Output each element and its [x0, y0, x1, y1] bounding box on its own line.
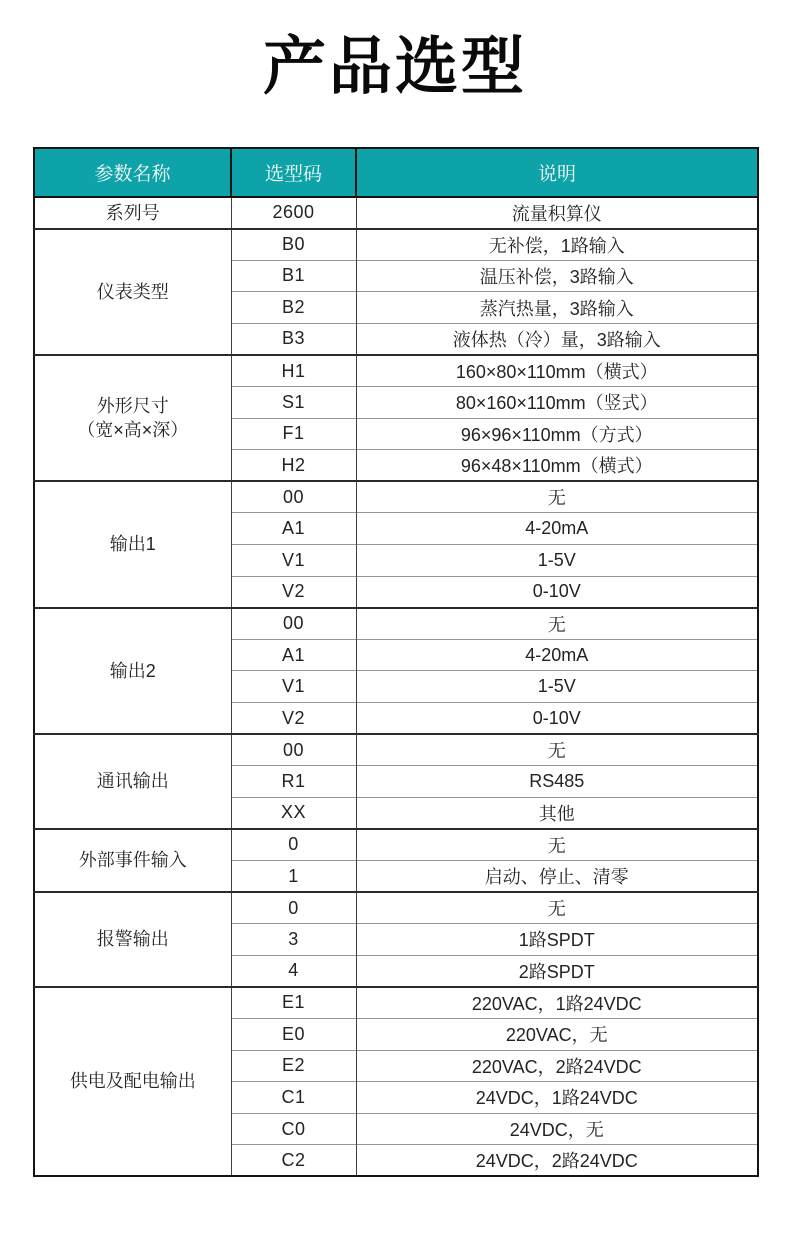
- selection-code-cell: 00: [231, 608, 356, 640]
- description-cell: 24VDC，1路24VDC: [356, 1082, 758, 1114]
- description-cell: 160×80×110mm（横式）: [356, 355, 758, 387]
- selection-code-cell: E2: [231, 1050, 356, 1082]
- description-cell: 蒸汽热量，3路输入: [356, 292, 758, 324]
- description-cell: 220VAC，无: [356, 1018, 758, 1050]
- description-cell: 无: [356, 829, 758, 861]
- selection-code-cell: 0: [231, 892, 356, 924]
- selection-code-cell: 0: [231, 829, 356, 861]
- description-cell: 220VAC，1路24VDC: [356, 987, 758, 1019]
- description-cell: 无补偿，1路输入: [356, 229, 758, 261]
- param-name-line: 报警输出: [96, 929, 169, 950]
- selection-code-cell: E1: [231, 987, 356, 1019]
- selection-code-cell: V2: [231, 703, 356, 735]
- description-cell: 无: [356, 892, 758, 924]
- selection-code-cell: C2: [231, 1145, 356, 1177]
- header-selection-code: 选型码: [231, 148, 356, 197]
- description-cell: 无: [356, 734, 758, 766]
- selection-code-cell: H2: [231, 450, 356, 482]
- table-header-row: [34, 148, 758, 197]
- description-cell: 24VDC，2路24VDC: [356, 1145, 758, 1177]
- table-row: [34, 987, 758, 1019]
- selection-code-cell: V1: [231, 671, 356, 703]
- param-name-line: 外形尺寸: [96, 395, 169, 416]
- description-cell: 4-20mA: [356, 513, 758, 545]
- param-name-line: 系列号: [105, 202, 160, 223]
- description-cell: 0-10V: [356, 576, 758, 608]
- selection-code-cell: V1: [231, 545, 356, 577]
- table-row: [34, 229, 758, 261]
- selection-code-cell: XX: [231, 797, 356, 829]
- param-name-cell: [34, 608, 231, 734]
- param-name-cell: [34, 987, 231, 1177]
- header-param-name: 参数名称: [34, 148, 231, 197]
- selection-code-cell: 3: [231, 924, 356, 956]
- description-cell: RS485: [356, 766, 758, 798]
- description-cell: 220VAC，2路24VDC: [356, 1050, 758, 1082]
- selection-code-cell: B0: [231, 229, 356, 261]
- description-cell: 液体热（冷）量，3路输入: [356, 323, 758, 355]
- param-name-line: （宽×高×深）: [77, 420, 189, 441]
- product-selection-table: [33, 147, 759, 1177]
- selection-code-cell: B3: [231, 323, 356, 355]
- selection-code-cell: A1: [231, 513, 356, 545]
- table-row: [34, 197, 758, 229]
- selection-code-cell: F1: [231, 418, 356, 450]
- description-cell: 其他: [356, 797, 758, 829]
- table-body: [34, 197, 758, 1176]
- param-name-line: 通讯输出: [96, 771, 169, 792]
- selection-code-cell: S1: [231, 387, 356, 419]
- param-name-line: 输出2: [109, 660, 156, 681]
- param-name-line: 输出1: [109, 534, 156, 555]
- param-name-line: 仪表类型: [96, 281, 169, 302]
- selection-code-cell: B1: [231, 260, 356, 292]
- header-description: 说明: [356, 148, 758, 197]
- description-cell: 24VDC，无: [356, 1113, 758, 1145]
- param-name-cell: [34, 892, 231, 987]
- description-cell: 无: [356, 608, 758, 640]
- description-cell: 流量积算仪: [356, 197, 758, 229]
- table-row: [34, 355, 758, 387]
- table-row: [34, 734, 758, 766]
- table-row: [34, 608, 758, 640]
- selection-code-cell: 1: [231, 860, 356, 892]
- table-row: [34, 829, 758, 861]
- selection-code-cell: B2: [231, 292, 356, 324]
- param-name-cell: [34, 355, 231, 481]
- description-cell: 80×160×110mm（竖式）: [356, 387, 758, 419]
- description-cell: 温压补偿，3路输入: [356, 260, 758, 292]
- table-row: [34, 892, 758, 924]
- param-name-line: 外部事件输入: [78, 850, 187, 871]
- param-name-cell: [34, 829, 231, 892]
- selection-code-cell: V2: [231, 576, 356, 608]
- param-name-line: 供电及配电输出: [69, 1071, 196, 1092]
- page-title: 产品选型: [263, 32, 527, 102]
- param-name-cell: [34, 481, 231, 607]
- selection-code-cell: C1: [231, 1082, 356, 1114]
- param-name-cell: [34, 734, 231, 829]
- selection-code-cell: A1: [231, 639, 356, 671]
- selection-code-cell: R1: [231, 766, 356, 798]
- selection-code-cell: H1: [231, 355, 356, 387]
- description-cell: 1路SPDT: [356, 924, 758, 956]
- selection-code-cell: 00: [231, 481, 356, 513]
- description-cell: 96×48×110mm（横式）: [356, 450, 758, 482]
- param-name-cell: [34, 197, 231, 229]
- description-cell: 1-5V: [356, 545, 758, 577]
- selection-code-cell: E0: [231, 1018, 356, 1050]
- description-cell: 无: [356, 481, 758, 513]
- param-name-cell: [34, 229, 231, 355]
- selection-code-cell: C0: [231, 1113, 356, 1145]
- description-cell: 2路SPDT: [356, 955, 758, 987]
- selection-code-cell: 00: [231, 734, 356, 766]
- description-cell: 4-20mA: [356, 639, 758, 671]
- description-cell: 1-5V: [356, 671, 758, 703]
- description-cell: 启动、停止、清零: [356, 860, 758, 892]
- selection-code-cell: 2600: [231, 197, 356, 229]
- table-row: [34, 481, 758, 513]
- description-cell: 96×96×110mm（方式）: [356, 418, 758, 450]
- description-cell: 0-10V: [356, 703, 758, 735]
- selection-code-cell: 4: [231, 955, 356, 987]
